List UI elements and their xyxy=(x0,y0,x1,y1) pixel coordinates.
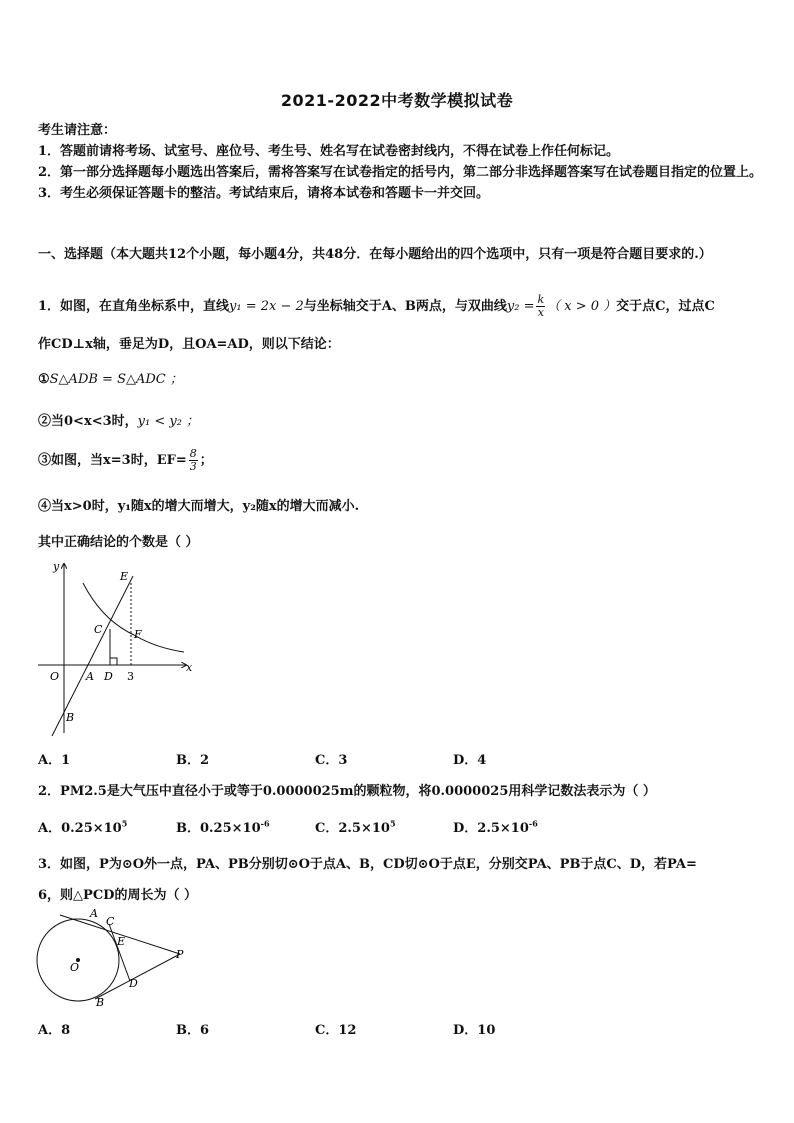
q3-option-a[interactable]: A．8 xyxy=(38,1023,71,1038)
q1-line-eq: y₁ = 2x − 2 xyxy=(229,299,304,314)
label-A: A xyxy=(90,907,98,920)
q2-option-a[interactable]: A．$0.25\times 10^5$ xyxy=(38,818,128,836)
label-O: O xyxy=(50,670,60,683)
label-E: E xyxy=(120,570,129,583)
label-F: F xyxy=(134,628,142,641)
q2-stem: 2．PM2.5是大气压中直径小于或等于0.0000025m的颗粒物，将0.0000025用科学记数法表示为（ ） xyxy=(38,784,656,799)
label-y: y xyxy=(53,560,60,573)
q1-conclusion-3: ③如图，当x=3时，EF= $\frac{8}{3}$ ； xyxy=(38,447,213,473)
q1-option-d[interactable]: D．4 xyxy=(453,753,487,768)
exam-notice xyxy=(38,120,768,204)
label-D: D xyxy=(104,670,113,683)
label-3: 3 xyxy=(127,670,134,683)
q1-option-a[interactable]: A．1 xyxy=(38,753,71,768)
q2-option-c[interactable]: C．$2.5\times 10^5$ xyxy=(315,818,396,836)
q1-k-over-x: $\frac{k}{x}$ xyxy=(537,293,545,319)
right-angle-mark xyxy=(110,658,117,665)
q1-curve-eq: y₂ = xyxy=(506,299,535,314)
q2-option-b[interactable]: B．$0.25\times 10^{-6}$ xyxy=(176,818,270,836)
label-D: D xyxy=(129,977,138,990)
q1-figure xyxy=(36,558,196,738)
q1-stem-line1 xyxy=(38,294,715,319)
q3-stem-line2: 6，则△PCD的周长为（ ） xyxy=(38,888,197,903)
tangent-cd xyxy=(109,924,130,981)
q1-text-a: 1．如图，在直角坐标系中，直线 xyxy=(38,299,230,314)
q1-condition: （ x > 0 ） xyxy=(547,299,617,314)
q1-question: 其中正确结论的个数是（ ） xyxy=(38,535,199,550)
notice-item-2: 2．第一部分选择题每小题选出答案后，需将答案写在试卷指定的括号内，第二部分非选择题答案写在试卷题目指定的位置上。 xyxy=(38,165,763,180)
q1-conclusion-1: ①S△ADB = S△ADC ； xyxy=(38,372,183,387)
q2-option-d[interactable]: D．$2.5\times 10^{-6}$ xyxy=(453,818,538,836)
q1-text-c: 交于点C，过点C xyxy=(616,299,715,314)
notice-item-3: 3．考生必须保证答题卡的整洁。考试结束后，请将本试卷和答题卡一并交回。 xyxy=(38,186,490,201)
label-C: C xyxy=(94,623,103,636)
label-P: P xyxy=(176,948,184,961)
q3-option-d[interactable]: D．10 xyxy=(453,1023,496,1038)
section-heading: 一、选择题（本大题共12个小题，每小题4分，共48分．在每小题给出的四个选项中，只有一项是符合题目要求的.） xyxy=(38,247,712,262)
q1-text-b: 与坐标轴交于A、B两点，与双曲线 xyxy=(303,299,507,314)
q1-conclusion-2: ②当0<x<3时，y₁ < y₂ ； xyxy=(38,414,200,429)
label-x: x xyxy=(186,661,193,674)
q1-option-b[interactable]: B．2 xyxy=(176,753,210,768)
q1-stem-line2: 作CD⊥x轴，垂足为D，且OA=AD，则以下结论： xyxy=(38,337,340,352)
hyperbola-curve xyxy=(83,583,184,652)
q3-stem-line1: 3．如图，P为⊙O外一点，PA、PB分别切⊙O于点A、B，CD切⊙O于点E，分别交PA、PB于点C、D，若PA= xyxy=(38,857,697,872)
label-O: O xyxy=(70,961,80,974)
label-C: C xyxy=(106,915,115,928)
notice-heading: 考生请注意： xyxy=(38,123,117,138)
label-A: A xyxy=(86,670,94,683)
q3-option-b[interactable]: B．6 xyxy=(176,1023,210,1038)
label-B: B xyxy=(96,996,105,1009)
q1-option-c[interactable]: C．3 xyxy=(315,753,348,768)
notice-item-1: 1．答题前请将考场、试室号、座位号、考生号、姓名写在试卷密封线内，不得在试卷上作任何标记。 xyxy=(38,144,620,159)
label-E: E xyxy=(117,935,126,948)
q1-conclusion-4: ④当x>0时，y₁随x的增大而增大，y₂随x的增大而减小. xyxy=(38,499,360,514)
label-B: B xyxy=(66,711,75,724)
page-title: 2021-2022中考数学模拟试卷 xyxy=(280,91,514,110)
q3-figure xyxy=(30,905,200,1010)
q3-option-c[interactable]: C．12 xyxy=(315,1023,357,1038)
